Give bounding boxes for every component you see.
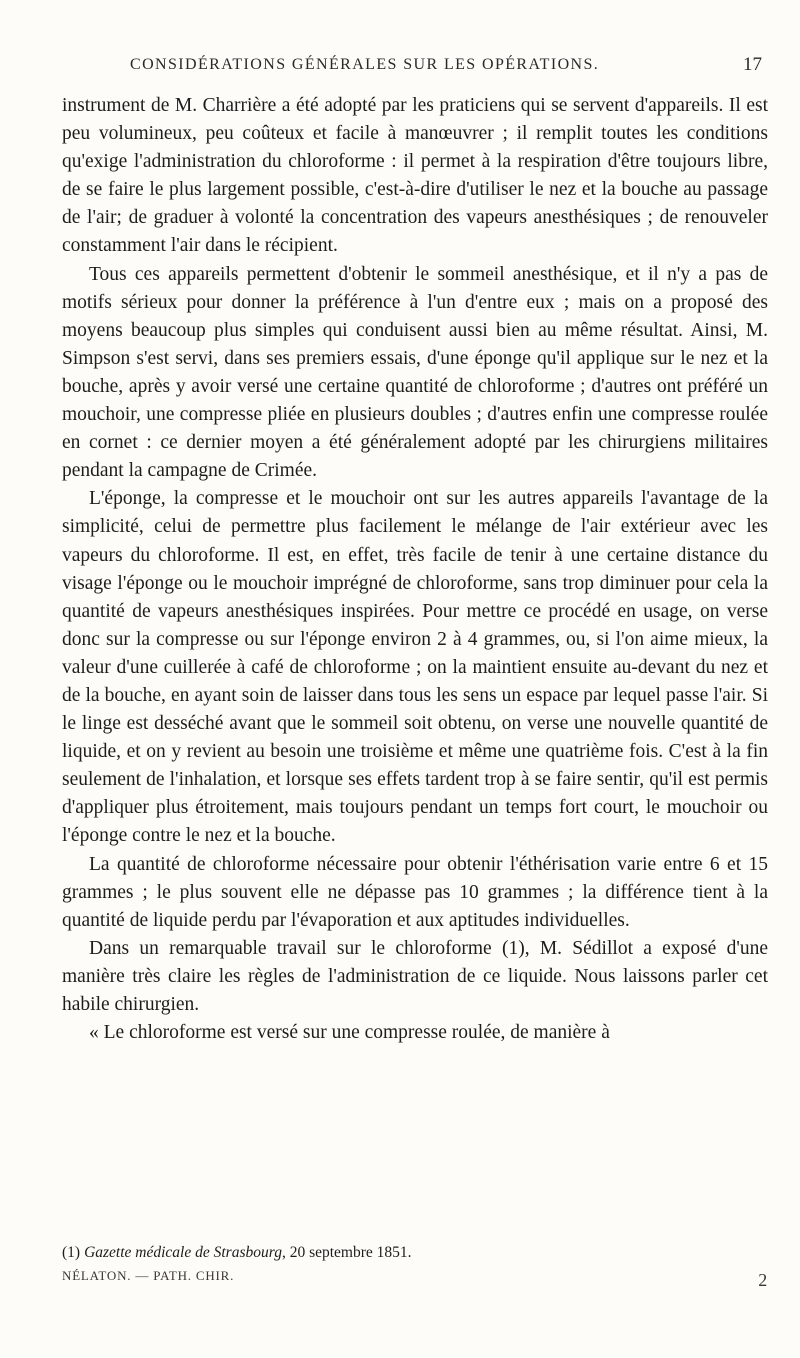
footnote-citation: , 20 septembre 1851.	[281, 1244, 412, 1261]
paragraph: Tous ces appareils permettent d'obtenir le sommeil anesthésique, et il n'y a pas de motifs sérieux pour donner la préférence à l'un d'entre eux ; mais on a proposé des moyens beaucoup plus simples qui conduisent aussi bien au même résultat. Ainsi, M. Simpson s'est servi, dans ses premiers essais, d'une éponge qu'il applique sur le nez et la bouche, après y avoir versé une certaine quantité de chloroforme ; d'autres ont préféré un mouchoir, une compresse pliée en plusieurs doubles ; d'autres enfin une compresse roulée en cornet : ce dernier moyen a été généralement adopté par les chirurgiens militaires pendant la campagne de Crimée.	[62, 263, 768, 482]
paragraph-continued: instrument de M. Charrière a été adopté par les praticiens qui se servent d'appareils. Il est peu volumineux, peu coûteux et facile à manœuvrer ; il remplit toutes les conditions qu'exige l'administration du chloroforme : il permet à la respiration d'être toujours libre, de se faire le plus largement possible, c'est-à-dire d'utiliser le nez et la bouche au passage de l'air; de graduer à volonté la concentration des vapeurs anesthésiques ; de renouveler constamment l'air dans le récipient.	[62, 95, 768, 257]
printer-signature	[62, 1268, 768, 1290]
signature-text: NÉLATON. — PATH. CHIR.	[62, 1268, 235, 1283]
paragraph-quote: « Le chloroforme est versé sur une compresse roulée, de manière à	[89, 1022, 610, 1044]
footnote	[62, 1242, 768, 1264]
body-text	[62, 92, 768, 1047]
page-header	[62, 52, 762, 82]
footnote-journal: Gazette médicale de Strasbourg	[84, 1244, 282, 1261]
paragraph: La quantité de chloroforme nécessaire pour obtenir l'éthérisation varie entre 6 et 15 grammes ; le plus souvent elle ne dépasse pas 10 grammes ; la différence tient à la quantité de liquide perdu par l'évaporation et aux aptitudes individuelles.	[62, 853, 768, 931]
footnote-number: (1)	[62, 1244, 81, 1261]
signature-mark: 2	[758, 1270, 768, 1290]
paragraph: L'éponge, la compresse et le mouchoir ont sur les autres appareils l'avantage de la simplicité, celui de permettre plus facilement le mélange de l'air extérieur avec les vapeurs du chloroforme. Il est, en effet, très facile de tenir à une certaine distance du visage l'éponge ou le mouchoir imprégné de chloroforme, sans trop diminuer pour cela la quantité de vapeurs anesthésiques inspirées. Pour mettre ce procédé en usage, on verse donc sur la compresse ou sur l'éponge environ 2 à 4 grammes, ou, si l'on aime mieux, la valeur d'une cuillerée à café de chloroforme ; on la maintient ensuite au-devant du nez et de la bouche, en ayant soin de laisser dans tous les sens un espace par lequel passe l'air. Si le linge est desséché avant que le sommeil soit obtenu, on verse une nouvelle quantité de liquide, et on y revient au besoin une troisième et même une quatrième fois. C'est à la fin seulement de l'inhalation, et lorsque ses effets tardent trop à se faire sentir, qu'il est permis d'appliquer plus étroitement, mais toujours pendant un temps fort court, le mouchoir ou l'éponge contre le nez et la bouche.	[62, 488, 768, 847]
running-title: CONSIDÉRATIONS GÉNÉRALES SUR LES OPÉRATIONS.	[130, 56, 600, 73]
paragraph: Dans un remarquable travail sur le chloroforme (1), M. Sédillot a exposé d'une manière très claire les règles de l'administration de ce liquide. Nous laissons parler cet habile chirurgien.	[62, 937, 768, 1015]
page-number: 17	[743, 54, 762, 75]
